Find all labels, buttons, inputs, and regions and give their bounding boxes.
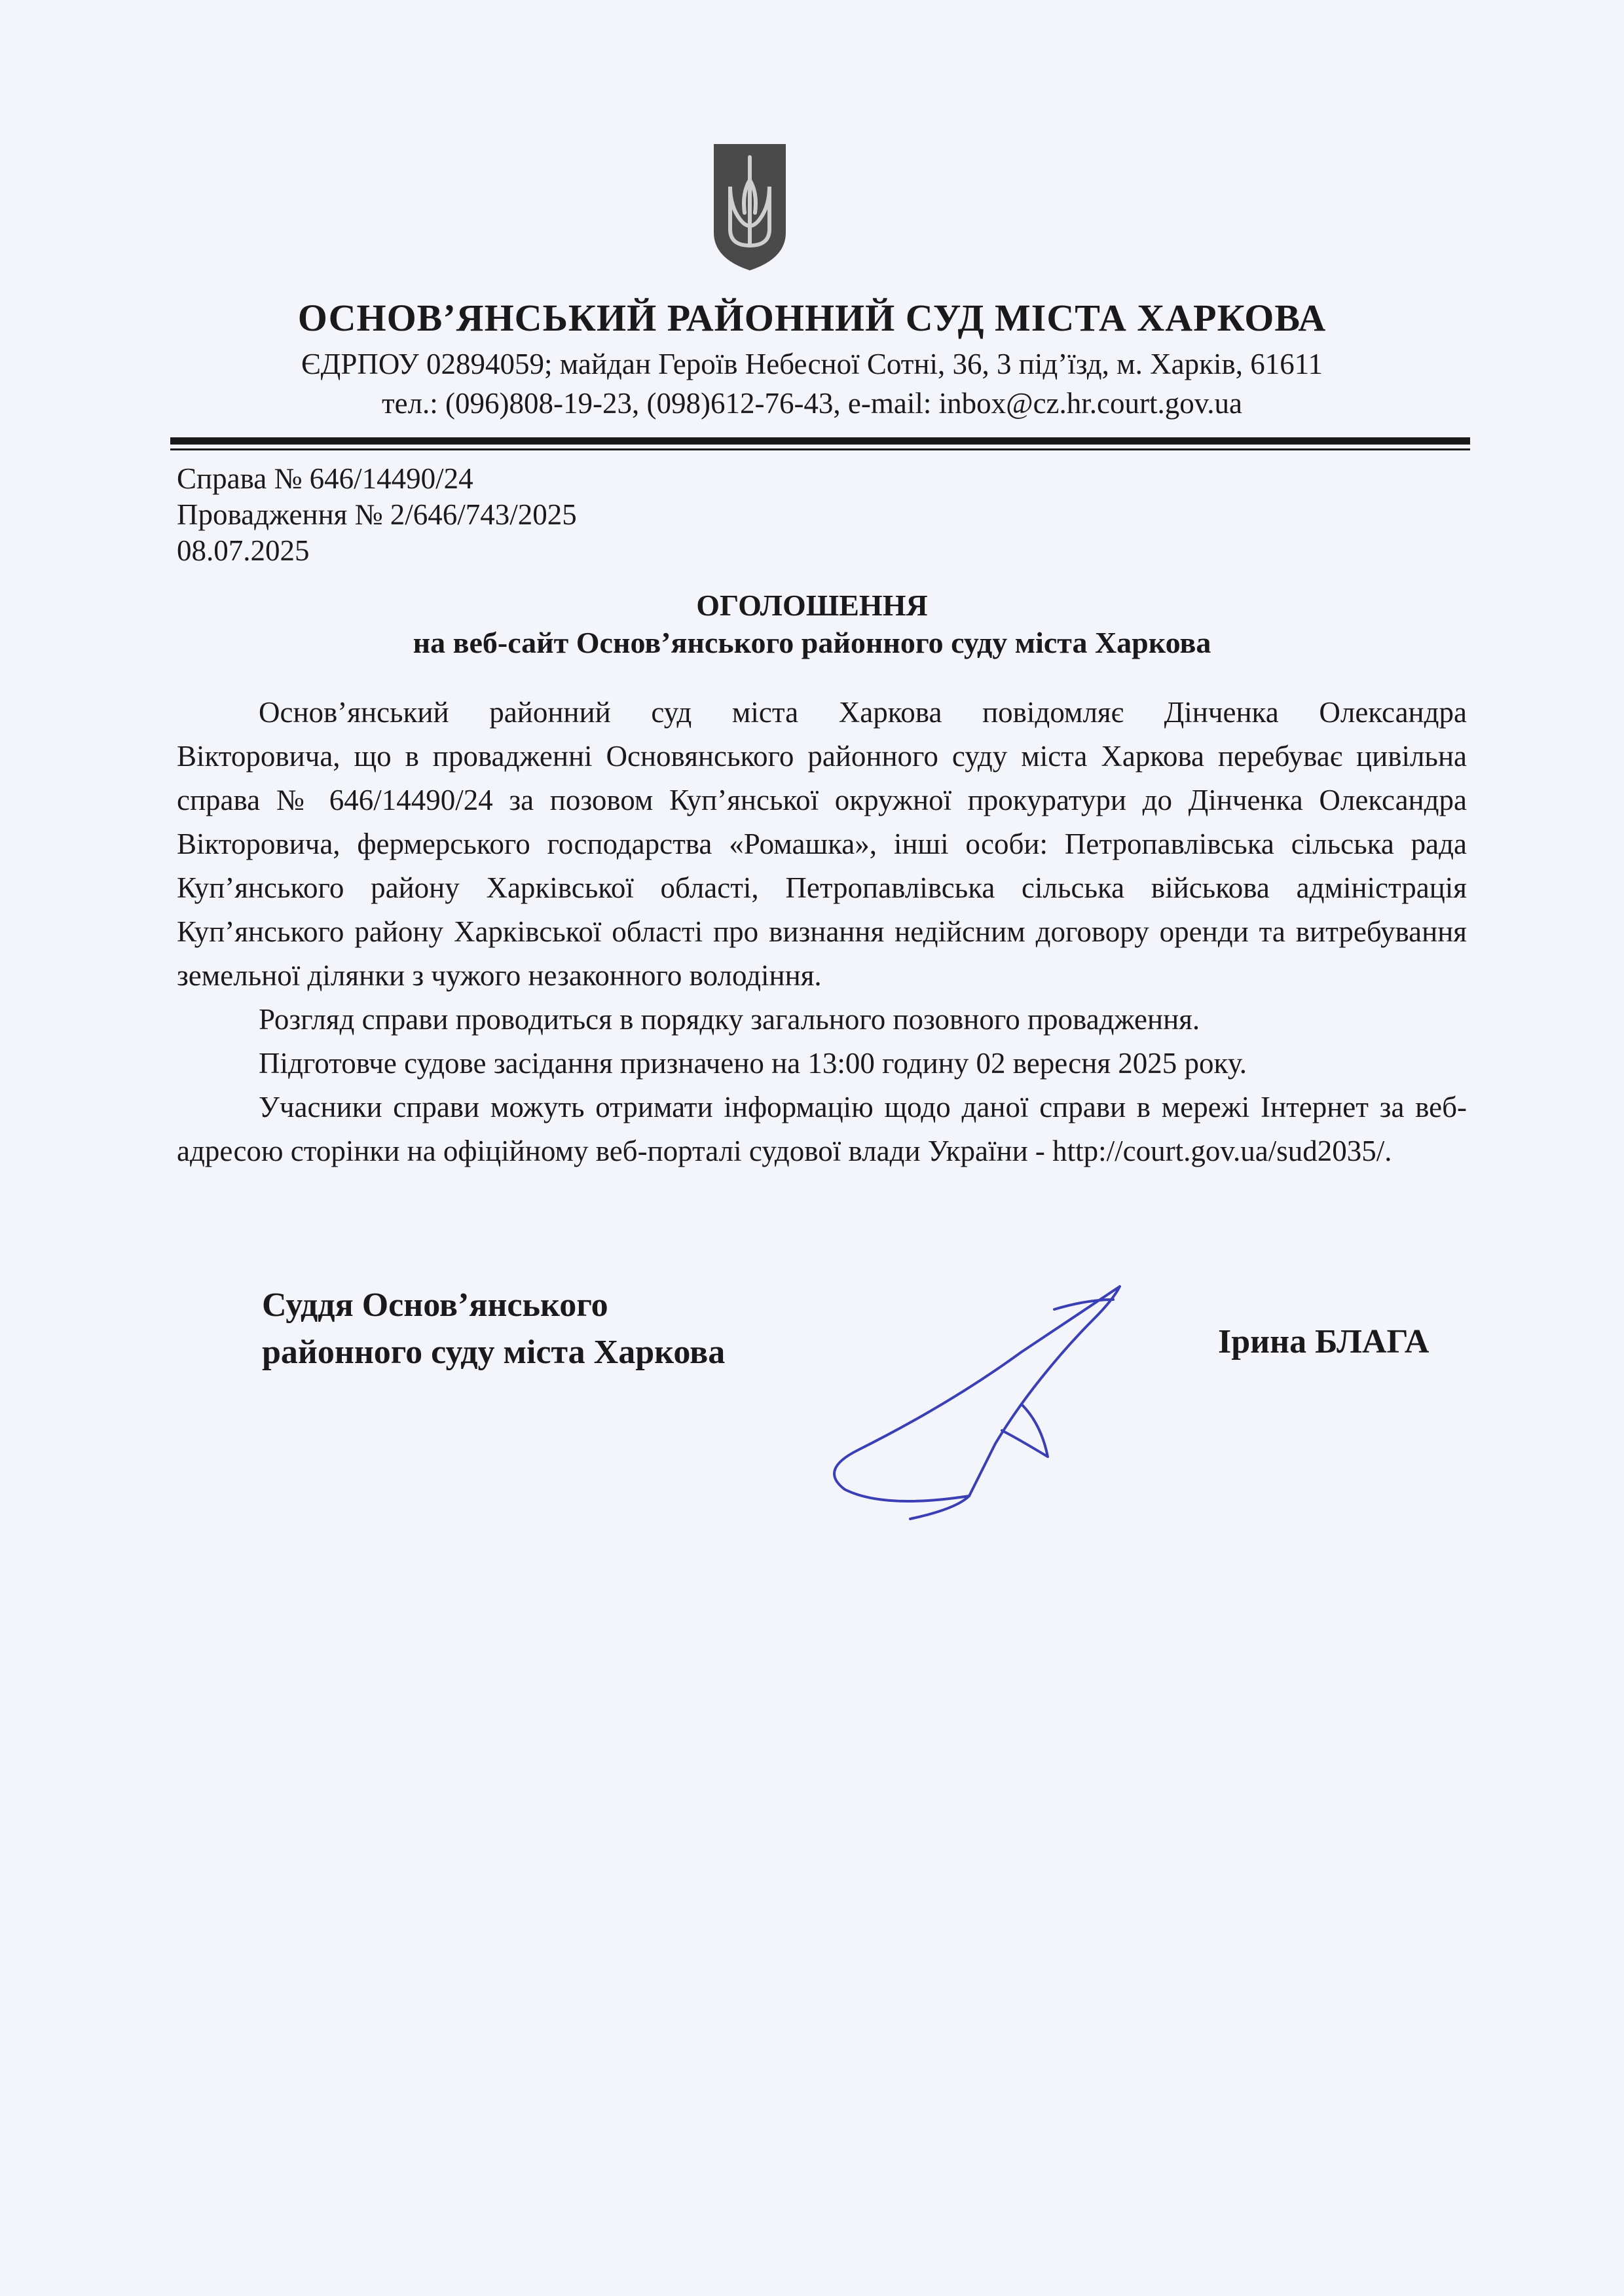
body-paragraph: Основ’янський районний суд міста Харкова повідомляє Дінченка Олександра bbox=[259, 696, 1467, 729]
judge-position bbox=[262, 1282, 725, 1376]
case-number: Справа № 646/14490/24 bbox=[177, 462, 473, 495]
court-address: ЄДРПОУ 02894059; майдан Героїв Небесної Сотні, 36, 3 під’їзд, м. Харків, 61611 bbox=[301, 348, 1323, 380]
body-paragraph: Учасники справи можуть отримати інформацію щодо даної справи в мережі Інтернет за веб-адресою сторінки на офіційному веб-порталі судової влади України - http://court.gov.ua/sud2035/. bbox=[177, 1091, 1467, 1167]
judge-position-line: районного суду міста Харкова bbox=[262, 1334, 726, 1371]
trident-coat-of-arms-icon bbox=[710, 141, 789, 272]
header-divider-thin bbox=[170, 448, 1470, 450]
handwritten-signature bbox=[805, 1273, 1146, 1522]
announcement-body bbox=[177, 691, 1467, 1173]
body-paragraph: Підготовче судове засідання призначено на 13:00 годину 02 вересня 2025 року. bbox=[259, 1047, 1247, 1080]
announcement-subtitle: на веб-сайт Основ’янського районного суду міста Харкова bbox=[413, 626, 1211, 659]
court-name: ОСНОВ’ЯНСЬКИЙ РАЙОННИЙ СУД МІСТА ХАРКОВА bbox=[297, 297, 1327, 339]
judge-position-line: Суддя Основ’янського bbox=[262, 1286, 608, 1324]
header-divider-thick bbox=[170, 437, 1470, 445]
judge-name: Ірина БЛАГА bbox=[1218, 1323, 1430, 1360]
body-paragraph: Вікторовича, що в провадженні Основянського районного суду міста Харкова перебуває цивільна справа № 646/14490/24 за позовом Куп’янської окружної прокуратури до Дінченка Олександра Вікторовича, фермерського господарства «Ромашка», інші особи: Петропавлівська сільська рада Куп’янського району Харківської області, Петропавлівська сільська військова адміністрація Куп’янського району Харківської області про визнання недійсним договору оренди та витребування земельної ділянки з чужого незаконного володіння. bbox=[177, 740, 1467, 992]
announcement-title: ОГОЛОШЕННЯ bbox=[696, 589, 928, 622]
body-paragraph: Розгляд справи проводиться в порядку загального позовного провадження. bbox=[259, 1003, 1200, 1036]
proceeding-number: Провадження № 2/646/743/2025 bbox=[177, 498, 577, 531]
court-contacts: тел.: (096)808-19-23, (098)612-76-43, e-mail: inbox@cz.hr.court.gov.ua bbox=[381, 387, 1243, 420]
document-date: 08.07.2025 bbox=[177, 534, 310, 567]
